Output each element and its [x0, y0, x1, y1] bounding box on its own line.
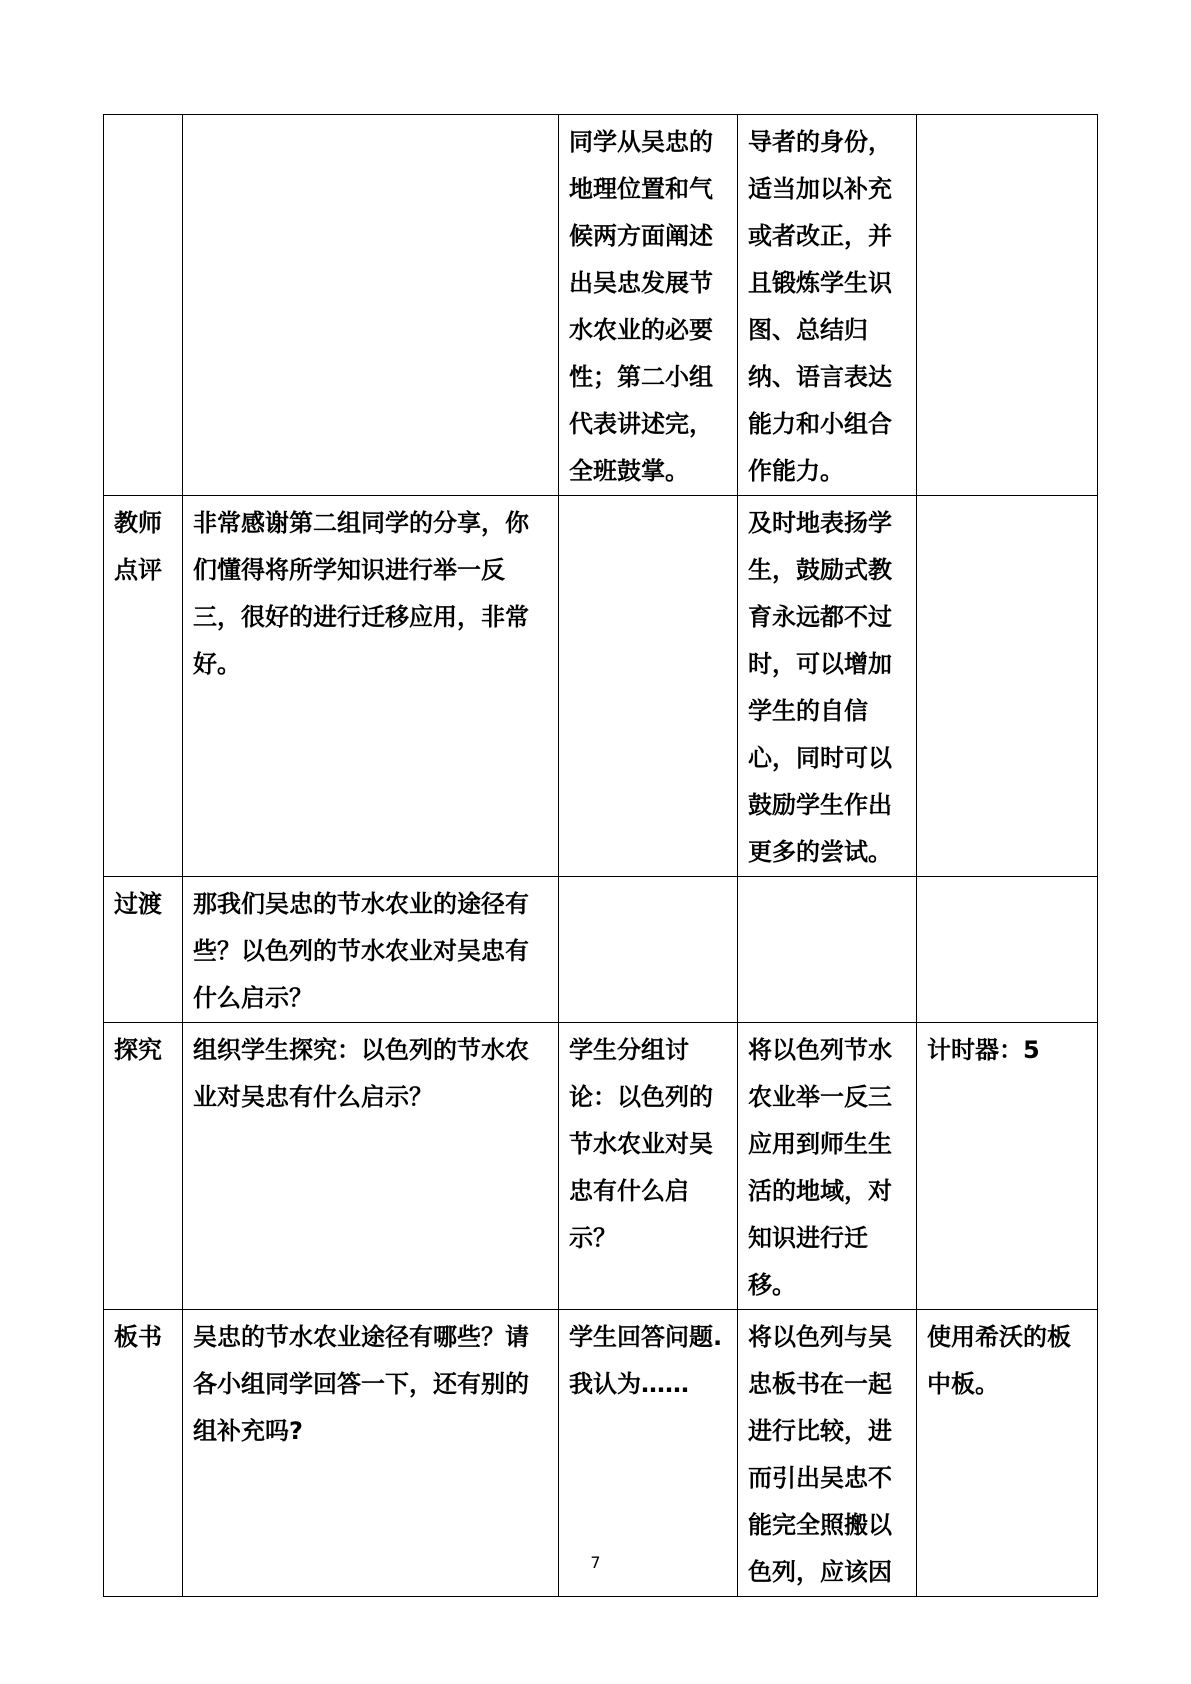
page-number: 7 [590, 1553, 601, 1572]
teacher-activity-cell: 组织学生探究：以色列的节水农业对吴忠有什么启示？ [183, 1023, 559, 1310]
teacher-activity-cell: 那我们吴忠的节水农业的途径有些？以色列的节水农业对吴忠有什么启示？ [183, 877, 559, 1023]
table-row [104, 1023, 1098, 1310]
stage-cell [104, 1023, 183, 1310]
resource-cell [917, 877, 1098, 1023]
student-activity-cell [559, 877, 738, 1023]
table-row [104, 496, 1098, 877]
design-intent-cell: 将以色列与吴忠板书在一起进行比较，进而引出吴忠不能完全照搬以色列，应该因 [738, 1310, 917, 1597]
resource-cell [917, 115, 1098, 496]
stage-cell [104, 496, 183, 877]
teacher-activity-cell: 非常感谢第二组同学的分享，你们懂得将所学知识进行举一反三，很好的进行迁移应用，非常好。 [183, 496, 559, 877]
design-intent-cell: 及时地表扬学生，鼓励式教育永远都不过时，可以增加学生的自信心，同时可以鼓励学生作出更多的尝试。 [738, 496, 917, 877]
stage-label: 教师点评 [114, 509, 162, 584]
resource-cell: 计时器：5 [917, 1023, 1098, 1310]
student-activity-cell: 学生回答问题.我认为…… [559, 1310, 738, 1597]
stage-label: 探究 [114, 1036, 162, 1064]
stage-cell [104, 115, 183, 496]
stage-label: 板书 [114, 1323, 162, 1351]
stage-cell [104, 877, 183, 1023]
stage-label: 过渡 [114, 890, 162, 918]
resource-cell [917, 496, 1098, 877]
student-activity-cell: 同学从吴忠的地理位置和气候两方面阐述出吴忠发展节水农业的必要性；第二小组代表讲述完，全班鼓掌。 [559, 115, 738, 496]
table-row [104, 115, 1098, 496]
resource-cell: 使用希沃的板中板。 [917, 1310, 1098, 1597]
lesson-plan-table [103, 114, 1098, 1597]
design-intent-cell: 导者的身份，适当加以补充或者改正，并且锻炼学生识图、总结归纳、语言表达能力和小组合作能力。 [738, 115, 917, 496]
teacher-activity-cell: 吴忠的节水农业途径有哪些？请各小组同学回答一下，还有别的组补充吗? [183, 1310, 559, 1597]
table-row [104, 877, 1098, 1023]
design-intent-cell [738, 877, 917, 1023]
student-activity-cell: 学生分组讨论：以色列的节水农业对吴忠有什么启示？ [559, 1023, 738, 1310]
design-intent-cell: 将以色列节水农业举一反三应用到师生生活的地域，对知识进行迁移。 [738, 1023, 917, 1310]
teacher-activity-cell [183, 115, 559, 496]
student-activity-cell [559, 496, 738, 877]
